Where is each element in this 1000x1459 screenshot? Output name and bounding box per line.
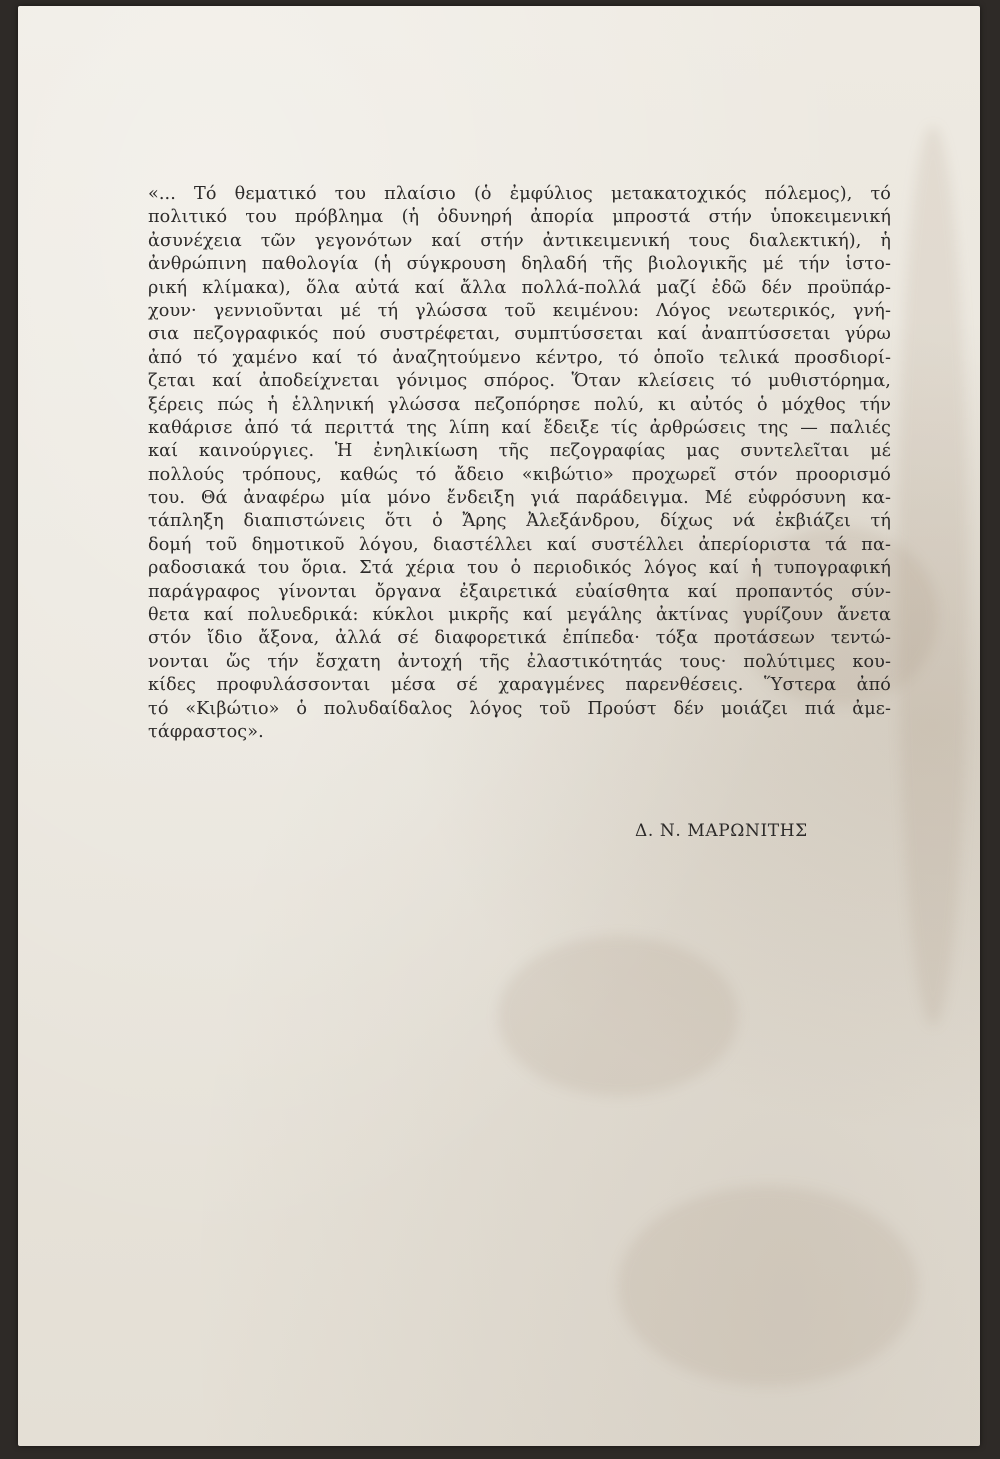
quote-line: δομή τοῦ δημοτικοῦ λόγου, διαστέλλει καί συστέλλει ἀπερίοριστα τά πα- [148, 534, 891, 555]
quote-line: ξέρεις πώς ἡ ἑλληνική γλώσσα πεζοπόρησε πολύ, κι αὐτός ὁ μόχθος τήν [148, 394, 891, 415]
quote-line: σια πεζογραφικός πού συστρέφεται, συμπτύσσεται καί ἀναπτύσσεται γύρω [148, 324, 891, 345]
quote-line: καθάρισε ἀπό τά περιττά της λίπη καί ἔδειξε τίς ἀρθρώσεις της — παλιές [148, 417, 891, 438]
quote-line: θετα καί πολυεδρικά: κύκλοι μικρῆς καί μεγάλης ἀκτίνας γυρίζουν ἄνετα [148, 605, 891, 626]
paper-stain [618, 1186, 918, 1386]
quote-line: ἀνθρώπινη παθολογία (ἡ σύγκρουση δηλαδή τῆς βιολογικῆς μέ τήν ἱστο- [148, 254, 891, 275]
quote-line: τάφραστος». [148, 721, 264, 742]
quote-line: ζεται καί ἀποδείχνεται γόνιμος σπόρος. Ὅταν κλείσεις τό μυθιστόρημα, [148, 371, 891, 392]
quote-line: τάπληξη διαπιστώνεις ὅτι ὁ Ἄρης Ἀλεξάνδρου, δίχως νά ἐκβιάζει τή [148, 511, 891, 532]
quote-line: καί καινούργιες. Ἡ ἐνηλικίωση τῆς πεζογραφίας μας συντελεῖται μέ [148, 441, 891, 462]
quote-line: ἀσυνέχεια τῶν γεγονότων καί στήν ἀντικειμενική τους διαλεκτική), ἡ [148, 230, 891, 251]
quote-line: χουν· γεννιοῦνται μέ τή γλώσσα τοῦ κειμένου: Λόγος νεωτερικός, γνή- [148, 300, 891, 321]
review-quote [148, 183, 891, 744]
quote-line: παράγραφος γίνονται ὄργανα ἐξαιρετικά εὐαίσθητα καί προπαντός σύν- [148, 581, 891, 602]
quote-line: κίδες προφυλάσσονται μέσα σέ χαραγμένες παρενθέσεις. Ὕστερα ἀπό [148, 675, 891, 696]
quote-line: ρική κλίμακα), ὅλα αὐτά καί ἄλλα πολλά-πολλά μαζί ἐδῶ δέν προϋπάρ- [148, 277, 891, 298]
quote-line: τό «Κιβώτιο» ὁ πολυδαίδαλος λόγος τοῦ Προύστ δέν μοιάζει πιά ἀμε- [148, 698, 891, 719]
quote-line: «... Τό θεματικό του πλαίσιο (ὁ ἐμφύλιος μετακατοχικός πόλεμος), τό [148, 184, 891, 204]
paper-stain [498, 936, 738, 1096]
paper-stain [898, 126, 968, 1026]
quote-line: νονται ὥς τήν ἔσχατη ἀντοχή τῆς ἐλαστικότητάς τους· πολύτιμες κου- [148, 651, 891, 672]
quote-line: του. Θά ἀναφέρω μία μόνο ἔνδειξη γιά παράδειγμα. Μέ εὐφρόσυνη κα- [148, 488, 891, 509]
quote-line: πολιτικό του πρόβλημα (ἡ ὀδυνηρή ἀπορία μπροστά στήν ὑποκειμενική [148, 207, 891, 228]
quote-line: ραδοσιακά του ὅρια. Στά χέρια του ὁ περιοδικός λόγος καί ἡ τυπογραφική [148, 558, 891, 579]
quote-line: πολλούς τρόπους, καθώς τό ἄδειο «κιβώτιο» προχωρεῖ στόν προορισμό [148, 464, 891, 485]
quote-line: στόν ἴδιο ἄξονα, ἀλλά σέ διαφορετικά ἐπίπεδα· τόξα προτάσεων τεντώ- [148, 628, 891, 649]
author-signature: Δ. Ν. ΜΑΡΩΝΙΤΗΣ [635, 821, 808, 841]
quote-line: ἀπό τό χαμένο καί τό ἀναζητούμενο κέντρο, τό ὁποῖο τελικά προσδιορί- [148, 347, 891, 368]
